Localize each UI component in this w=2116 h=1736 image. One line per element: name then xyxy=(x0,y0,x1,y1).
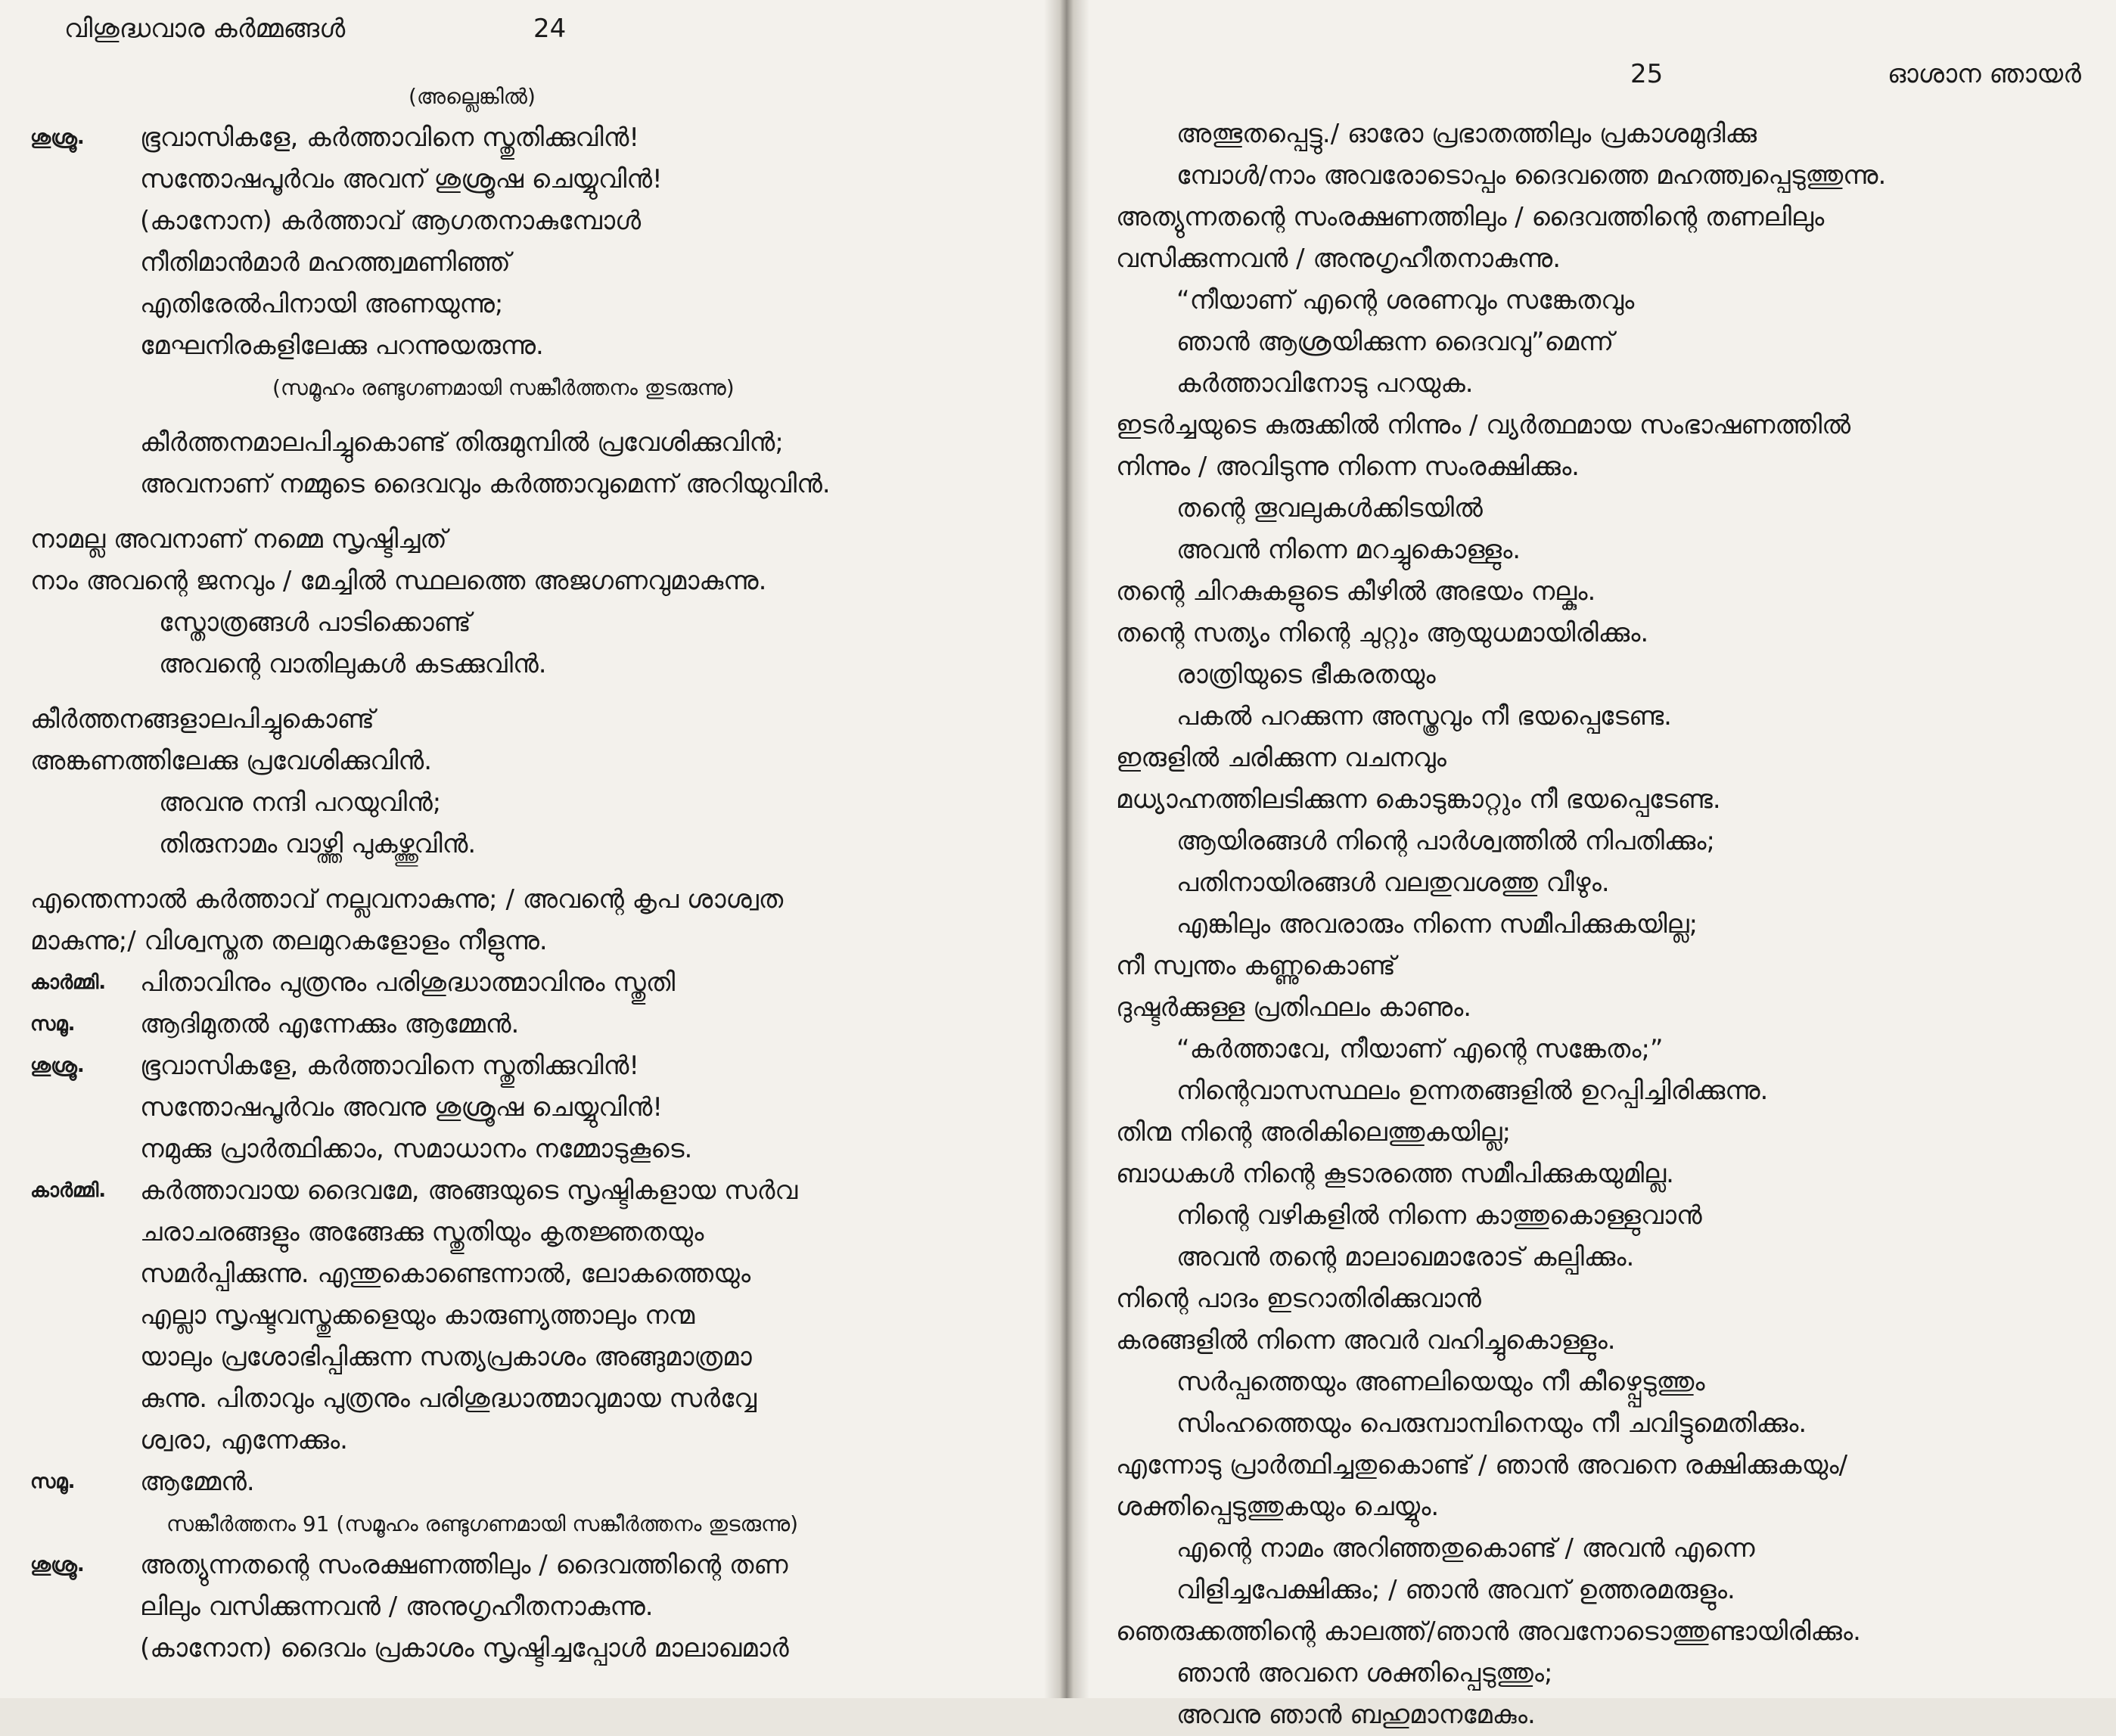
text-line xyxy=(30,1545,1014,1586)
line-text: (കാനോന) കർത്താവ് ആഗതനാകുമ്പോൾ xyxy=(140,206,642,236)
line-text: നിന്റെ വഴികളിൽ നിന്നെ കാത്തുകൊള്ളുവാൻ xyxy=(1176,1200,1702,1231)
line-text: കുന്നു. പിതാവും പുത്രനും പരിശുദ്ധാത്മാവുമായ സർവ്വേ xyxy=(140,1384,757,1414)
line-text: ശ്വരാ, എന്നേക്കും. xyxy=(140,1425,348,1455)
text-line xyxy=(30,1503,1014,1545)
line-text: നിന്റെവാസസ്ഥലം ഉന്നതങ്ങളിൽ ഉറപ്പിച്ചിരിക്കുന്നു. xyxy=(1176,1076,1769,1106)
line-text: ശക്തിപ്പെടുത്തുകയും ചെയ്യും. xyxy=(1116,1492,1440,1522)
line-text: കീർത്തനമാലപിച്ചുകൊണ്ട് തിരുമുമ്പിൽ പ്രവേശിക്കുവിൻ; xyxy=(140,427,784,458)
text-line xyxy=(30,200,1014,242)
line-text: കർത്താവിനോടു പറയുക. xyxy=(1176,368,1474,399)
text-line xyxy=(1116,1195,2092,1237)
text-line xyxy=(1116,1112,2092,1154)
text-line xyxy=(30,741,1014,782)
line-text: അവനു നന്ദി പറയുവിൻ; xyxy=(159,787,442,818)
left-page xyxy=(0,0,1055,1698)
left-page-number: 24 xyxy=(533,14,567,44)
text-line xyxy=(1116,1403,2092,1445)
text-line xyxy=(30,782,1014,824)
left-page-body xyxy=(30,76,1014,1669)
line-text: ചരാചരങ്ങളും അങ്ങേക്കു സ്തുതിയും കൃതജ്ഞതയും xyxy=(140,1217,704,1247)
line-text: എന്റെ നാമം അറിഞ്ഞതുകൊണ്ട് / അവൻ എന്നെ xyxy=(1176,1533,1755,1564)
text-line xyxy=(1116,1278,2092,1320)
line-text: ഞാൻ ആശ്രയിക്കുന്ന ദൈവവു”മെന്ന് xyxy=(1176,327,1614,357)
text-line xyxy=(30,602,1014,644)
line-text: കർത്താവായ ദൈവമേ, അങ്ങയുടെ സൃഷ്ടികളായ സർവ xyxy=(140,1175,798,1206)
line-text: സിംഹത്തെയും പെരുമ്പാമ്പിനെയും നീ ചവിട്ടുമെതിക്കും. xyxy=(1176,1408,1807,1439)
line-text: തന്റെ തൂവലുകൾക്കിടയിൽ xyxy=(1176,493,1483,523)
right-page xyxy=(1055,0,2116,1730)
line-text: ഇടർച്ചയുടെ കുരുക്കിൽ നിന്നും / വ്യർത്ഥമായ സംഭാഷണത്തിൽ xyxy=(1116,410,1851,440)
text-line xyxy=(30,1087,1014,1129)
line-text: തിരുനാമം വാഴ്ത്തി പുകഴ്ത്തുവിൻ. xyxy=(159,829,477,859)
line-text: ആമ്മേൻ. xyxy=(140,1467,255,1497)
line-text: തിന്മ നിന്റെ അരികിലെത്തുകയില്ല; xyxy=(1116,1117,1512,1147)
right-page-body xyxy=(1116,113,2092,1736)
text-line xyxy=(30,325,1014,367)
line-text: ഇരുളിൽ ചരിക്കുന്ന വചനവും xyxy=(1116,743,1446,773)
line-text: അത്യുന്നതന്റെ സംരക്ഷണത്തിലും / ദൈവത്തിന്റെ തണ xyxy=(140,1550,788,1580)
line-text: അവൻ നിന്നെ മറച്ചുകൊള്ളും. xyxy=(1176,535,1521,565)
line-text: പകൽ പറക്കുന്ന അസ്ത്രവും നീ ഭയപ്പെടേണ്ട. xyxy=(1176,701,1672,731)
text-line xyxy=(1116,446,2092,488)
text-line xyxy=(1116,1611,2092,1653)
line-text: നാമല്ല അവനാണ് നമ്മെ സൃഷ്ടിച്ചത് xyxy=(30,524,447,554)
text-line xyxy=(1116,946,2092,987)
speaker-label: ശുശ്രൂ. xyxy=(30,1054,85,1077)
line-text: തന്റെ ചിറകുകളുടെ കീഴിൽ അഭയം നല്കും. xyxy=(1116,576,1596,607)
text-line xyxy=(30,699,1014,741)
line-text: മധ്യാഹ്നത്തിലടിക്കുന്ന കൊടുങ്കാറ്റും നീ ഭയപ്പെടേണ്ട. xyxy=(1116,784,1721,815)
line-text: ദുഷ്ടർക്കുള്ള പ്രതിഫലം കാണും. xyxy=(1116,992,1472,1023)
text-line xyxy=(1116,613,2092,654)
line-text: അവനു ഞാൻ ബഹുമാനമേകും. xyxy=(1176,1700,1536,1730)
line-text: അവൻ തന്റെ മാലാഖമാരോട് കല്പിക്കും. xyxy=(1176,1242,1635,1272)
text-line xyxy=(30,519,1014,561)
text-line xyxy=(1116,779,2092,821)
line-text: പതിനായിരങ്ങൾ വലതുവശത്തു വീഴും. xyxy=(1176,868,1610,898)
text-line xyxy=(30,1045,1014,1087)
text-line xyxy=(1116,1528,2092,1570)
text-line xyxy=(1116,862,2092,904)
text-line xyxy=(30,422,1014,464)
line-text: കീർത്തനങ്ങളാലപിച്ചുകൊണ്ട് xyxy=(30,704,374,734)
line-text: ആദിമുതൽ എന്നേക്കും ആമ്മേൻ. xyxy=(140,1009,520,1039)
line-text: എതിരേൽപിനായി അണയുന്നു; xyxy=(140,289,504,319)
text-line xyxy=(30,1586,1014,1628)
line-text: ഞെരുക്കത്തിന്റെ കാലത്ത്/ഞാൻ അവനോടൊത്തുണ്ടായിരിക്കും. xyxy=(1116,1616,1861,1647)
line-text: നമുക്കു പ്രാർത്ഥിക്കാം, സമാധാനം നമ്മോടുകൂടെ. xyxy=(140,1134,693,1164)
text-line xyxy=(30,644,1014,685)
line-text: ആയിരങ്ങൾ നിന്റെ പാർശ്വത്തിൽ നിപതിക്കും; xyxy=(1176,826,1715,856)
text-line xyxy=(1116,1362,2092,1403)
speaker-label: ശുശ്രൂ. xyxy=(30,1554,85,1576)
line-text: അവന്റെ വാതിലുകൾ കടക്കുവിൻ. xyxy=(159,649,547,679)
text-line xyxy=(30,367,1014,408)
line-text: അത്ഭുതപ്പെട്ടു./ ഓരോ പ്രഭാതത്തിലും പ്രകാശമുദിക്കു xyxy=(1176,119,1757,149)
line-text: അങ്കണത്തിലേക്കു പ്രവേശിക്കുവിൻ. xyxy=(30,746,433,776)
right-page-number: 25 xyxy=(1630,59,1664,89)
text-line xyxy=(30,117,1014,159)
text-line xyxy=(1116,821,2092,862)
line-text: വസിക്കുന്നവൻ / അനുഗൃഹീതനാകുന്നു. xyxy=(1116,244,1561,274)
text-line xyxy=(30,921,1014,962)
line-text: (കാനോന) ദൈവം പ്രകാശം സൃഷ്ടിച്ചപ്പോൾ മാലാഖമാർ xyxy=(140,1633,789,1663)
stanza-gap xyxy=(30,505,1014,519)
line-text: വിളിച്ചപേക്ഷിക്കും; / ഞാൻ അവന് ഉത്തരമരുളും. xyxy=(1176,1575,1735,1605)
line-text: ഭൂവാസികളേ, കർത്താവിനെ സ്തുതിക്കുവിൻ! xyxy=(140,123,640,153)
text-line xyxy=(1116,1320,2092,1362)
line-text: സന്തോഷപൂർവം അവന് ശുശ്രൂഷ ചെയ്യുവിൻ! xyxy=(140,164,663,194)
line-text: അത്യുന്നതന്റെ സംരക്ഷണത്തിലും / ദൈവത്തിന്റെ തണലിലും xyxy=(1116,202,1825,232)
line-text: സർപ്പത്തെയും അണലിയെയും നീ കീഴ്പ്പെടുത്തും xyxy=(1176,1367,1705,1397)
line-text: (സമൂഹം രണ്ടുഗണമായി സങ്കീർത്തനം തുടരുന്നു) xyxy=(272,375,735,400)
text-line xyxy=(30,1461,1014,1503)
text-line xyxy=(1116,529,2092,571)
line-text: യാലും പ്രശോഭിപ്പിക്കുന്ന സത്യപ്രകാശം അങ്ങുമാത്രമാ xyxy=(140,1342,752,1372)
line-text: സ്തോത്രങ്ങൾ പാടിക്കൊണ്ട് xyxy=(159,607,471,638)
line-text: മാകുന്നു;/ വിശ്വസ്തത തലമുറകളോളം നീളുന്നു. xyxy=(30,926,548,956)
text-line xyxy=(30,284,1014,325)
text-line xyxy=(1116,654,2092,696)
line-text: നീ സ്വന്തം കണ്ണുകൊണ്ട് xyxy=(1116,951,1396,981)
text-line xyxy=(1116,155,2092,197)
text-line xyxy=(1116,1445,2092,1486)
stanza-gap xyxy=(30,865,1014,879)
line-text: തന്റെ സത്യം നിന്റെ ചുറ്റും ആയുധമായിരിക്കും. xyxy=(1116,618,1649,648)
left-page-title: വിശുദ്ധവാര കർമ്മങ്ങൾ xyxy=(64,14,346,44)
text-line xyxy=(30,1129,1014,1170)
line-text: എന്നോടു പ്രാർത്ഥിച്ചതുകൊണ്ട് / ഞാൻ അവനെ രക്ഷിക്കുകയും/ xyxy=(1116,1450,1848,1480)
text-line xyxy=(1116,1237,2092,1278)
text-line xyxy=(1116,238,2092,280)
stanza-gap xyxy=(30,685,1014,699)
text-line xyxy=(1116,1653,2092,1694)
text-line xyxy=(30,962,1014,1004)
speaker-label: കാർമ്മി. xyxy=(30,971,107,994)
text-line xyxy=(1116,1694,2092,1736)
text-line xyxy=(30,1337,1014,1378)
line-text: “നീയാണ് എന്റെ ശരണവും സങ്കേതവും xyxy=(1176,285,1635,315)
text-line xyxy=(30,1378,1014,1420)
speaker-label: കാർമ്മി. xyxy=(30,1179,107,1202)
text-line xyxy=(30,464,1014,505)
text-line xyxy=(30,76,1014,117)
text-line xyxy=(1116,987,2092,1029)
line-text: സങ്കീർത്തനം 91 (സമൂഹം രണ്ടുഗണമായി സങ്കീർത്തനം തുടരുന്നു) xyxy=(166,1511,799,1536)
stanza-gap xyxy=(30,408,1014,422)
text-line xyxy=(30,1295,1014,1337)
text-line xyxy=(1116,1070,2092,1112)
line-text: പിതാവിനും പുത്രനും പരിശുദ്ധാത്മാവിനും സ്തുതി xyxy=(140,967,676,998)
line-text: നിന്റെ പാദം ഇടറാതിരിക്കുവാൻ xyxy=(1116,1284,1481,1314)
text-line xyxy=(1116,321,2092,363)
text-line xyxy=(1116,1570,2092,1611)
line-text: സമർപ്പിക്കുന്നു. എന്തുകൊണ്ടെന്നാൽ, ലോകത്തെയും xyxy=(140,1259,751,1289)
line-text: ബാധകൾ നിന്റെ കൂടാരത്തെ സമീപിക്കുകയുമില്ല. xyxy=(1116,1159,1674,1189)
line-text: സന്തോഷപൂർവം അവനു ശുശ്രൂഷ ചെയ്യുവിൻ! xyxy=(140,1092,663,1123)
text-line xyxy=(30,1212,1014,1253)
line-text: മ്പോൾ/നാം അവരോടൊപ്പം ദൈവത്തെ മഹത്ത്വപ്പെടുത്തുന്നു. xyxy=(1176,160,1887,191)
speaker-label: സമൂ. xyxy=(30,1013,76,1036)
line-text: “കർത്താവേ, നീയാണ് എന്റെ സങ്കേതം;” xyxy=(1176,1034,1664,1064)
text-line xyxy=(30,1004,1014,1045)
line-text: എല്ലാ സൃഷ്ടവസ്തുക്കളെയും കാരുണ്യത്താലും നന്മ xyxy=(140,1300,695,1331)
line-text: ലിലും വസിക്കുന്നവൻ / അനുഗൃഹീതനാകുന്നു. xyxy=(140,1592,654,1622)
right-page-title: ഓശാന ഞായർ xyxy=(1888,59,2081,89)
text-line xyxy=(1116,696,2092,738)
text-line xyxy=(1116,405,2092,446)
text-line xyxy=(1116,1154,2092,1195)
text-line xyxy=(30,1628,1014,1669)
book-gutter xyxy=(1044,0,1089,1698)
text-line xyxy=(30,159,1014,200)
text-line xyxy=(1116,1486,2092,1528)
line-text: കരങ്ങളിൽ നിന്നെ അവർ വഹിച്ചുകൊള്ളും. xyxy=(1116,1325,1616,1356)
text-line xyxy=(1116,738,2092,779)
line-text: നിന്നും / അവിടുന്നു നിന്നെ സംരക്ഷിക്കും. xyxy=(1116,452,1580,482)
speaker-label: സമൂ. xyxy=(30,1470,76,1493)
text-line xyxy=(1116,904,2092,946)
speaker-label: ശുശ്രൂ. xyxy=(30,126,85,149)
line-text: രാത്രിയുടെ ഭീകരതയും xyxy=(1176,660,1436,690)
text-line xyxy=(30,879,1014,921)
line-text: (അല്ലെങ്കിൽ) xyxy=(409,84,536,109)
text-line xyxy=(30,1170,1014,1212)
line-text: അവനാണ് നമ്മുടെ ദൈവവും കർത്താവുമെന്ന് അറിയുവിൻ. xyxy=(140,469,831,499)
line-text: എങ്കിലും അവരാരും നിന്നെ സമീപിക്കുകയില്ല; xyxy=(1176,909,1698,939)
line-text: ഞാൻ അവനെ ശക്തിപ്പെടുത്തും; xyxy=(1176,1658,1553,1688)
text-line xyxy=(1116,571,2092,613)
line-text: ഭൂവാസികളേ, കർത്താവിനെ സ്തുതിക്കുവിൻ! xyxy=(140,1051,640,1081)
text-line xyxy=(1116,1029,2092,1070)
line-text: എന്തെന്നാൽ കർത്താവ് നല്ലവനാകുന്നു; / അവന്റെ കൃപ ശാശ്വത xyxy=(30,884,784,915)
text-line xyxy=(1116,488,2092,529)
line-text: നീതിമാൻമാർ മഹത്ത്വമണിഞ്ഞ് xyxy=(140,247,511,278)
text-line xyxy=(30,1420,1014,1461)
text-line xyxy=(1116,363,2092,405)
text-line xyxy=(1116,197,2092,238)
text-line xyxy=(30,561,1014,602)
text-line xyxy=(1116,113,2092,155)
text-line xyxy=(30,1253,1014,1295)
text-line xyxy=(30,242,1014,284)
text-line xyxy=(1116,280,2092,321)
line-text: നാം അവന്റെ ജനവും / മേച്ചിൽ സ്ഥലത്തെ അജഗണവുമാകുന്നു. xyxy=(30,566,767,596)
text-line xyxy=(30,824,1014,865)
line-text: മേഘനിരകളിലേക്കു പറന്നുയരുന്നു. xyxy=(140,331,544,361)
